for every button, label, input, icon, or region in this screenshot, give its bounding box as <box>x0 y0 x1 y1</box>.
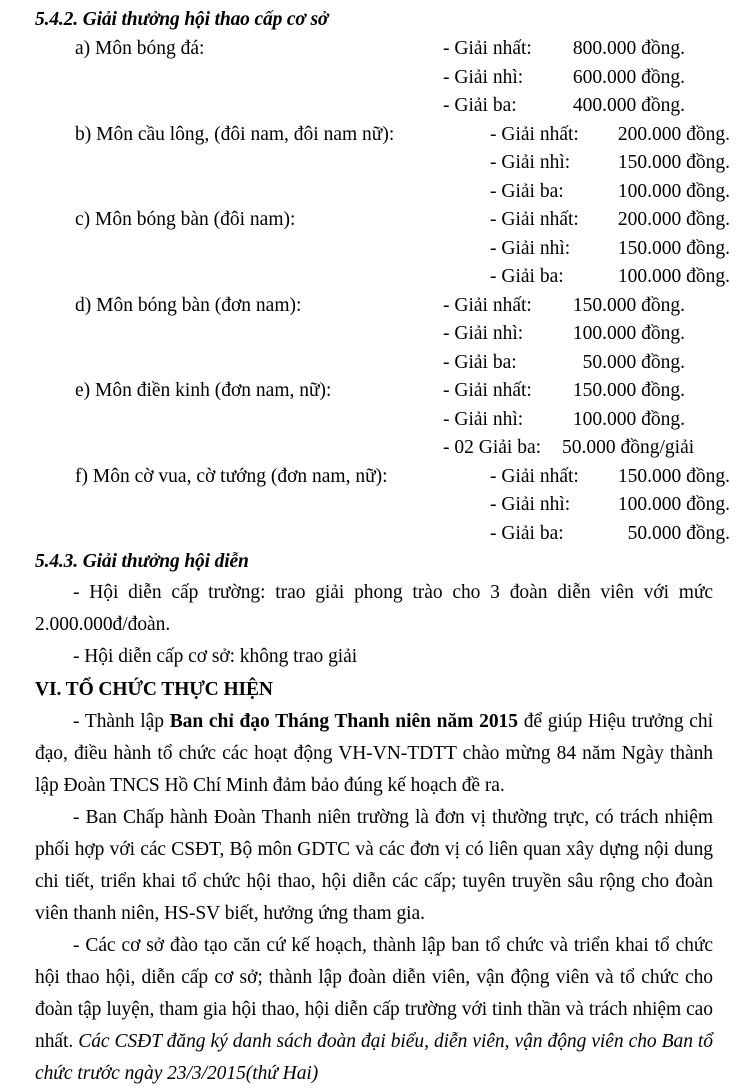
section-heading-5-4-3: 5.4.3. Giải thưởng hội diễn <box>35 551 249 572</box>
prize-amount: 100.000 đồng. <box>617 266 730 287</box>
prize-label: - Giải ba: <box>443 95 517 116</box>
award-row <box>35 149 730 178</box>
prize-amount: 150.000 đồng. <box>572 380 685 401</box>
award-row-content <box>35 292 713 321</box>
award-row <box>35 35 713 64</box>
paragraph-text-lead: - Thành lập <box>73 711 170 732</box>
award-row-content <box>35 121 730 150</box>
prize-label: - Giải nhì: <box>490 494 571 515</box>
prize-label: - Giải nhất: <box>443 380 532 401</box>
prize-amount: 150.000 đồng. <box>572 294 685 316</box>
prize-label: - Giải ba: <box>490 180 564 202</box>
prize-label: - Giải nhất: <box>443 38 532 59</box>
paragraph-thanh-lap-ban-chi-dao <box>35 706 713 802</box>
prize-label: - Giải nhì: <box>443 408 524 430</box>
prize-amount: 150.000 đồng. <box>617 465 730 487</box>
sport-label: b) Môn cầu lông, (đôi nam, đôi nam nữ): <box>75 123 395 145</box>
prize-label: - Giải nhất: <box>490 123 579 145</box>
paragraph-text-tail: để giúp Hiệu trưởng chỉ đạo, điều hành tổ chức các hoạt động VH-VN-TDTT chào mừng 84 năm Ngày thành lập Đoàn TNCS Hồ Chí Minh đảm bảo đúng kế hoạch đề ra. <box>35 711 713 796</box>
sport-label: e) Môn điền kinh (đơn nam, nữ): <box>75 380 332 401</box>
prize-label: - Giải nhì: <box>443 66 524 88</box>
paragraph-hoi-dien-cap-co-so: - Hội diễn cấp cơ sở: không trao giải <box>73 646 358 667</box>
award-row <box>35 377 713 406</box>
award-row <box>35 406 713 435</box>
prize-amount: 50.000 đồng/giải <box>562 437 695 458</box>
prize-label: - Giải ba: <box>490 522 564 544</box>
prize-label: - Giải ba: <box>443 351 517 373</box>
prize-label: - Giải ba: <box>490 266 564 287</box>
award-row <box>35 178 730 207</box>
sport-label: c) Môn bóng bàn (đôi nam): <box>75 209 296 230</box>
prize-label: - Giải nhất: <box>490 209 579 230</box>
prize-label: - Giải nhì: <box>490 237 571 259</box>
section-heading-vi: VI. TỔ CHỨC THỰC HIỆN <box>35 679 273 700</box>
paragraph-hoi-dien-cap-truong: - Hội diễn cấp trường: trao giải phong trào cho 3 đoàn diễn viên với mức 2.000.000đ/đoàn. <box>35 582 713 635</box>
prize-amount: 100.000 đồng. <box>617 494 730 515</box>
prize-amount: 100.000 đồng. <box>572 323 685 344</box>
award-row <box>35 434 713 463</box>
award-row <box>35 64 713 93</box>
sport-label: d) Môn bóng bàn (đơn nam): <box>75 294 302 316</box>
award-row <box>35 292 713 321</box>
award-row <box>35 206 730 235</box>
prize-amount: 400.000 đồng. <box>572 95 685 116</box>
prize-amount: 100.000 đồng. <box>572 408 685 430</box>
paragraph-cac-co-so-dao-tao <box>35 930 713 1090</box>
prize-amount: 150.000 đồng. <box>617 152 730 173</box>
paragraph-ban-chap-hanh: - Ban Chấp hành Đoàn Thanh niên trường là đơn vị thường trực, có trách nhiệm phối hợp với các CSĐT, Bộ môn GDTC và các đơn vị có liên quan xây dựng nội dung chi tiết, triển khai tổ chức hội thao, hội diễn các cấp; tuyên truyền sâu rộng cho đoàn viên thanh niên, HS-SV biết, hưởng ứng tham gia. <box>35 807 713 924</box>
award-row <box>35 235 730 264</box>
award-row <box>35 520 730 549</box>
paragraph-italic-phrase: Các CSĐT đăng ký danh sách đoàn đại biểu, diễn viên, vận động viên cho Ban tổ chức trước ngày 23/3/2015(thứ Hai) <box>35 1031 714 1084</box>
prize-label: - 02 Giải ba: <box>443 437 542 458</box>
award-row-content <box>35 206 730 235</box>
prize-amount: 50.000 đồng. <box>627 522 730 544</box>
award-row-content <box>35 35 713 64</box>
prize-amount: 100.000 đồng. <box>617 180 730 202</box>
prize-label: - Giải nhì: <box>443 323 524 344</box>
sport-label: a) Môn bóng đá: <box>75 38 205 59</box>
award-row <box>35 463 730 492</box>
paragraph-text-lead: - Các cơ sở đào tạo căn cứ kế hoạch, thành lập ban tổ chức và triển khai tổ chức hội thao hội, diễn cấp cơ sở; thành lập đoàn diễn viên, vận động viên và tổ chức cho đoàn tập luyện, tham gia hội thao, hội diễn cấp trường với tinh thần và trách nhiệm cao nhất. <box>35 935 713 1052</box>
prize-label: - Giải nhì: <box>490 152 571 173</box>
award-row <box>35 121 730 150</box>
paragraph-bold-phrase: Ban chỉ đạo Tháng Thanh niên năm 2015 <box>169 711 518 732</box>
prize-amount: 600.000 đồng. <box>572 66 685 88</box>
award-row-content <box>35 377 713 406</box>
award-row-content <box>35 463 730 492</box>
award-row <box>35 92 713 121</box>
prize-amount: 200.000 đồng. <box>617 209 730 230</box>
prize-amount: 200.000 đồng. <box>617 123 730 145</box>
prize-amount: 800.000 đồng. <box>572 38 685 59</box>
sport-label: f) Môn cờ vua, cờ tướng (đơn nam, nữ): <box>75 465 388 487</box>
section-heading-5-4-2: 5.4.2. Giải thưởng hội thao cấp cơ sở <box>35 9 329 30</box>
prize-amount: 50.000 đồng. <box>582 351 685 373</box>
award-row <box>35 349 713 378</box>
award-row <box>35 491 730 520</box>
award-row <box>35 263 730 292</box>
award-list <box>35 35 730 548</box>
prize-label: - Giải nhất: <box>490 465 579 487</box>
prize-amount: 150.000 đồng. <box>617 237 730 259</box>
prize-label: - Giải nhất: <box>443 294 532 316</box>
award-row <box>35 320 713 349</box>
